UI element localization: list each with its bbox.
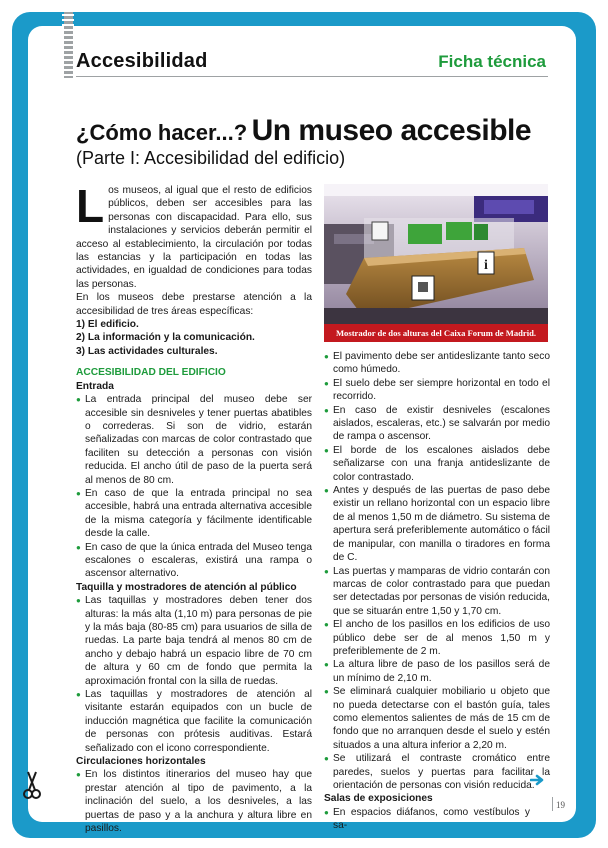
entrada-heading: Entrada <box>76 380 114 392</box>
list-item: ● Se eliminará cualquier mobiliario u objeto que no pueda detectarse con el bastón guía, tales como elementos salientes de más de 15 cm de fondo que no arranquen desde el suelo y estén situados a una altura inferior a 2,20 m. <box>324 685 550 752</box>
list-item: ● El pavimento debe ser antideslizante tanto seco como húmedo. <box>324 350 550 377</box>
page-number: 19 <box>556 800 565 810</box>
area-item: 2) La información y la comunicación. <box>76 332 255 344</box>
list-item: ● El ancho de los pasillos en los edificios de uso público debe ser de al menos 1,50 m y preferiblemente de 2 m. <box>324 618 550 658</box>
circulaciones-heading: Circulaciones horizontales <box>76 756 206 768</box>
list-item: ● Se utilizará el contraste cromático entre paredes, suelos y puertas para facilitar la orientación de personas con visión reducida. <box>324 752 550 792</box>
salas-heading: Salas de exposiciones <box>324 793 433 805</box>
photo-caption: Mostrador de dos alturas del Caixa Forum de Madrid. <box>324 324 548 342</box>
taquilla-heading: Taquilla y mostradores de atención al público <box>76 581 297 593</box>
list-item: ● Las puertas y mamparas de vidrio contarán con marcas de color contrastado para que puedan ser detectadas por personas de visión reducida, que se situarán entre 1,50 y 1,70 cm. <box>324 565 550 619</box>
list-item: ● Las taquillas y mostradores deben tener dos alturas: la más alta (1,10 m) para personas de pie y la más baja (80-85 cm) para usuarios de silla de ruedas. La parte baja tendrá al menos 80 cm de ancho y debajo habrá un espacio libre de 70 cm de altura y 60 cm de fondo que permita la aproximación frontal con la silla de ruedas. <box>76 594 312 688</box>
area-item: 1) El edificio. <box>76 319 139 331</box>
museum-counter-photo <box>324 184 548 324</box>
list-item: ● En caso de que la única entrada del Museo tenga escalones o escaleras, existirá una rampa o ascensor alternativo. <box>76 541 312 581</box>
list-item: ● En caso de que la entrada principal no sea accesible, habrá una entrada alternativa accesible de la misma categoría y fácilmente identificable desde la calle. <box>76 487 312 541</box>
title-prefix: ¿Cómo hacer...? <box>76 120 248 145</box>
page-subtitle: (Parte I: Accesibilidad del edificio) <box>76 148 346 168</box>
header-divider <box>76 76 548 77</box>
list-item: ● El borde de los escalones aislados debe señalizarse con una franja antideslizante de color contrastado. <box>324 444 550 484</box>
scissors-icon <box>22 770 42 800</box>
list-item: ● Antes y después de las puertas de paso debe existir un rellano horizontal con un espacio libre de al menos 1,50 m de diámetro. Su sistema de apertura será preferiblemente automático o fácil de manipular, con manilla o tiradores en forma de C. <box>324 484 550 564</box>
info-sign-icon: i <box>484 258 488 273</box>
title-main: Un museo accesible <box>251 114 532 147</box>
right-column <box>324 350 550 833</box>
list-item: ● El suelo debe ser siempre horizontal en todo el recorrido. <box>324 377 550 404</box>
list-item: ● En caso de existir desniveles (escalones aislados, escaleras, etc.) se salvarán por medio de rampa o ascensor. <box>324 404 550 444</box>
area-item: 3) Las actividades culturales. <box>76 345 218 357</box>
continue-arrow-icon <box>530 774 546 786</box>
page-number-rule <box>552 797 553 811</box>
intro-paragraph: Los museos, al igual que el resto de edificios públicos, deben ser accesibles para las personas con discapacidad. Para ello, sus instalaciones y servicios deberán permitir el acceso al establecimiento, la circulación por todas las estancias y la participación en todas las actividades, en igualdad de condiciones para todas las personas. <box>76 180 312 290</box>
intro-areas-lead: En los museos debe prestarse atención a la accesibilidad de tres áreas específicas: <box>76 292 312 317</box>
list-item: ● En los distintos itinerarios del museo hay que prestar atención al tipo de pavimento, a la inclinación del suelo, a los desniveles, a las puertas de paso y a la anchura y altura libre en pasillos. <box>76 768 312 835</box>
page-title <box>76 114 531 148</box>
list-item: ● En espacios diáfanos, como vestíbulos y sa- <box>324 806 550 833</box>
header-dashes <box>62 14 74 82</box>
list-item: ● La entrada principal del museo debe ser accesible sin desniveles y tener puertas abatibles o correderas. Si son de vidrio, estarán señalizadas con marcas de color contrastado que faciliten su detección a personas con visión reducida. El ancho útil de paso de la puerta será al menos de 80 cm. <box>76 393 312 487</box>
left-column <box>76 180 312 836</box>
ficha-tecnica-label: Ficha técnica <box>438 52 546 71</box>
section-heading: ACCESIBILIDAD DEL EDIFICIO <box>76 367 226 379</box>
list-item: ● La altura libre de paso de los pasillos será de un mínimo de 2,10 m. <box>324 658 550 685</box>
dropcap: L <box>76 180 105 232</box>
list-item: ● Las taquillas y mostradores de atención al visitante estarán equipados con un bucle de inducción magnética que facilite la comunicación de personas con prótesis auditivas. Estará señalizado con el icono correspondiente. <box>76 688 312 755</box>
section-title: Accesibilidad <box>76 50 208 72</box>
